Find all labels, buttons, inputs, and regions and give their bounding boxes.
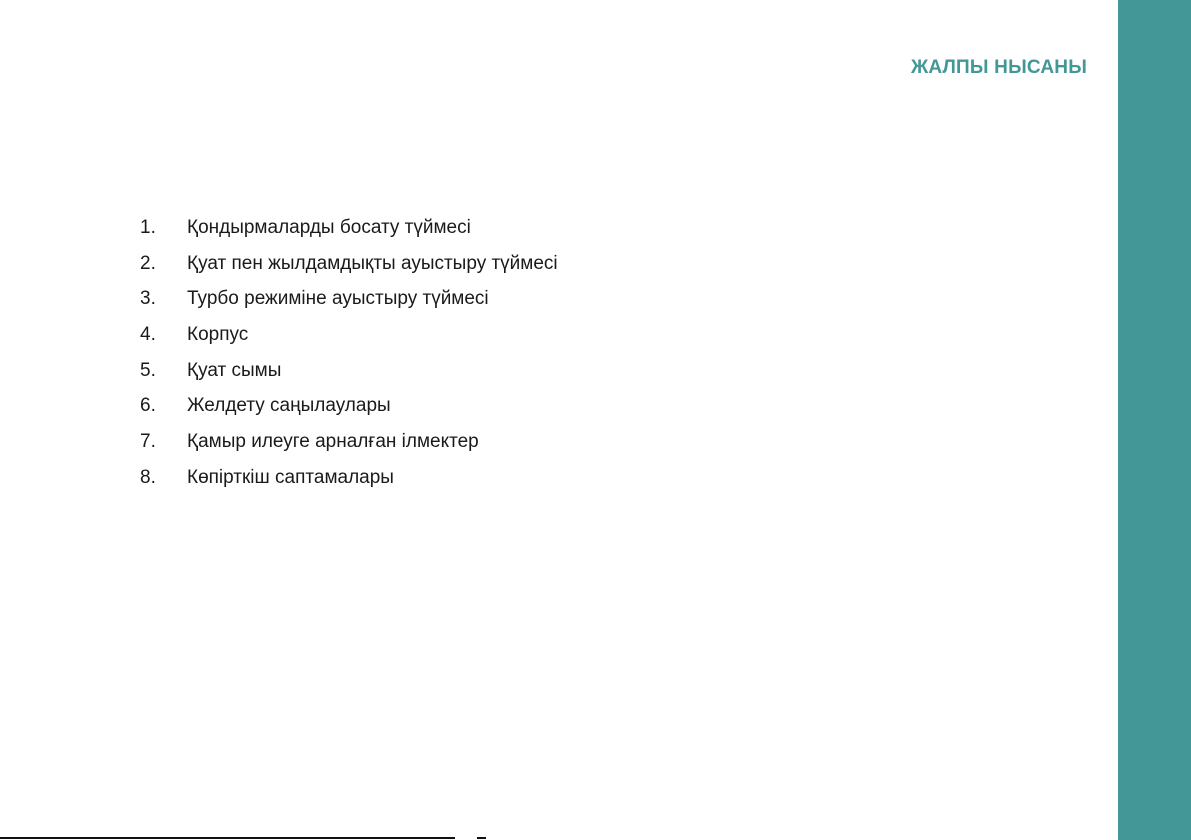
bottom-divider: [0, 837, 455, 839]
item-number: 8.: [140, 466, 156, 488]
item-label: Желдету саңылаулары: [187, 395, 391, 417]
item-number: 6.: [140, 395, 156, 417]
item-label: Қуат пен жылдамдықты ауыстыру түймесі: [187, 252, 558, 274]
item-number: 7.: [140, 431, 156, 453]
item-number: 5.: [140, 359, 156, 381]
item-label: Көпірткіш саптамалары: [187, 466, 394, 488]
item-label: Қуат сымы: [187, 359, 282, 381]
page-title: ЖАЛПЫ НЫСАНЫ: [910, 57, 1087, 78]
item-number: 1.: [140, 217, 156, 238]
bottom-divider-mark: [477, 837, 486, 839]
item-label: Турбо режиміне ауыстыру түймесі: [187, 288, 489, 310]
item-label: Корпус: [187, 324, 249, 346]
accent-side-bar: [1118, 0, 1191, 840]
item-number: 2.: [140, 252, 156, 274]
item-label: Қамыр илеуге арналған ілмектер: [187, 431, 479, 453]
item-number: 3.: [140, 288, 156, 310]
item-number: 4.: [140, 324, 156, 346]
item-label: Қондырмаларды босату түймесі: [187, 217, 471, 238]
